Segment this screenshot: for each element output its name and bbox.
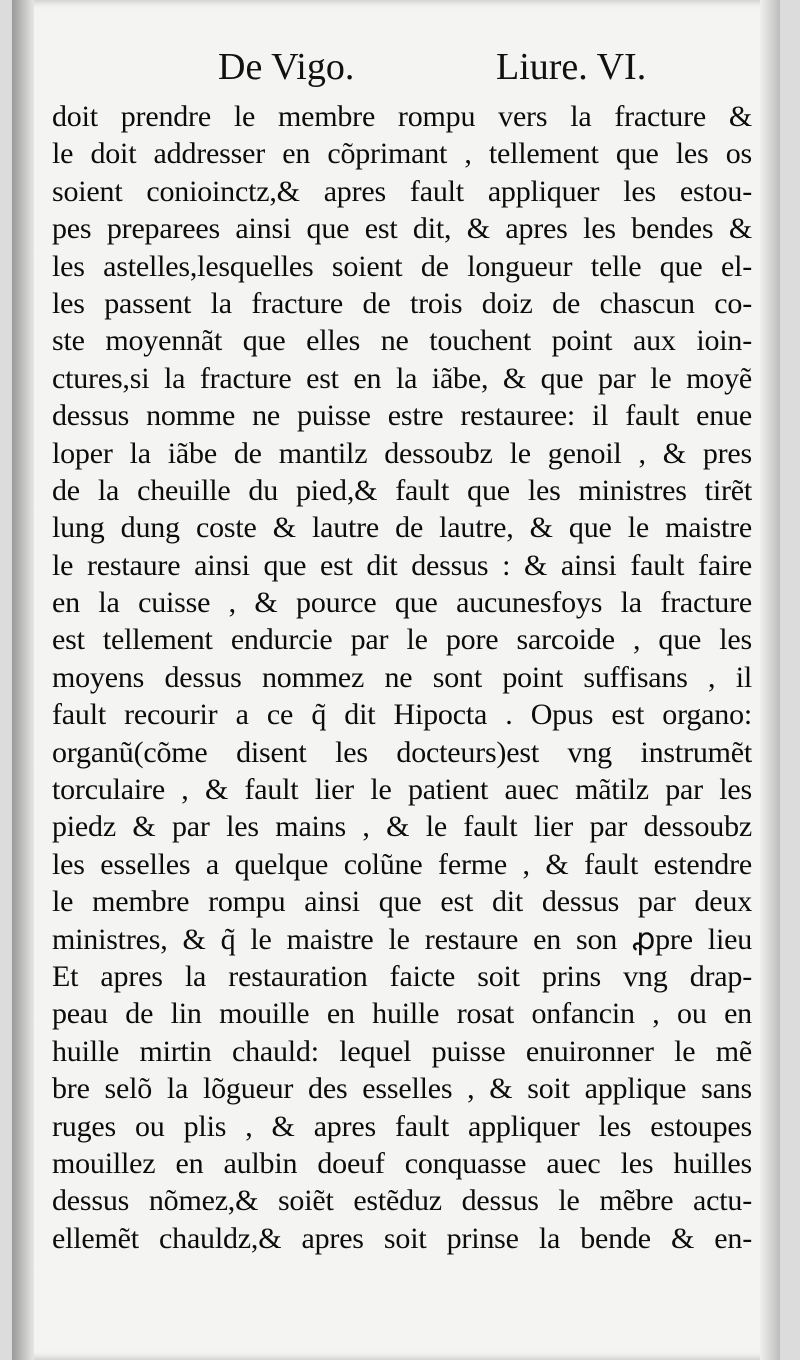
text-line: soient conioinctz,& apres fault appliquer les estou- <box>52 174 752 208</box>
text-line: peau de lin mouille en huille rosat onfancin , ou en <box>52 997 752 1031</box>
running-header <box>12 42 780 92</box>
text-line: les esselles a quelque colũne ferme , & fault estendre <box>52 847 752 881</box>
text-line: ruges ou plis , & apres fault appliquer les estoupes <box>52 1109 752 1143</box>
text-line: organũ(cõme disent les docteurs)est vng instrumẽt <box>52 735 752 769</box>
text-line: mouillez en aulbin doeuf conquasse auec les huilles <box>52 1146 752 1180</box>
page-gutter-shadow <box>12 0 34 1360</box>
text-line: pes preparees ainsi que est dit, & apres les bendes & <box>52 212 752 246</box>
text-line: piedz & par les mains , & le fault lier par dessoubz <box>52 810 752 844</box>
running-header-right: Liure. VI. <box>496 46 647 88</box>
text-line: en la cuisse , & pource que aucunesfoys la fracture <box>52 586 752 620</box>
text-line: Et apres la restauration faicte soit prins vng drap- <box>52 959 752 993</box>
text-line: dessus nõmez,& soiẽt estẽduz dessus le mẽbre actu- <box>52 1184 752 1218</box>
text-line: ste moyennãt que elles ne touchent point aux ioin- <box>52 324 752 358</box>
page-edge-shadow <box>760 0 780 1360</box>
text-line: loper la iãbe de mantilz dessoubz le genoil , & pres <box>52 436 752 470</box>
text-line: ctures,si la fracture est en la iãbe, & que par le moyẽ <box>52 361 752 395</box>
text-line: le restaure ainsi que est dit dessus : & ainsi fault faire <box>52 548 752 582</box>
text-line: moyens dessus nommez ne sont point suffisans , il <box>52 660 752 694</box>
text-line: ellemẽt chauldz,& apres soit prinse la bende & en- <box>52 1221 752 1255</box>
text-line: huille mirtin chauld: lequel puisse enuironner le mẽ <box>52 1034 752 1068</box>
text-line: les astelles,lesquelles soient de longueur telle que el- <box>52 249 752 283</box>
text-line: fault recourir a ce q̃ dit Hipocta . Opus est organo: <box>52 698 752 732</box>
text-line: est tellement endurcie par le pore sarcoide , que les <box>52 623 752 657</box>
text-line: lung dung coste & lautre de lautre, & que le maistre <box>52 511 752 545</box>
text-line: ministres, & q̃ le maistre le restaure en son ꝓpre lieu <box>52 922 752 956</box>
text-line: torculaire , & fault lier le patient auec mãtilz par les <box>52 773 752 807</box>
text-line: le membre rompu ainsi que est dit dessus par deux <box>52 885 752 919</box>
text-line: doit prendre le membre rompu vers la fracture & <box>52 100 752 133</box>
page-body-text <box>52 98 752 1257</box>
running-header-left: De Vigo. <box>218 46 355 88</box>
text-line: le doit addresser en cõprimant , tellement que les os <box>52 137 752 171</box>
book-page <box>12 0 780 1360</box>
text-line: les passent la fracture de trois doiz de chascun co- <box>52 286 752 320</box>
text-line: dessus nomme ne puisse estre restauree: il fault enue <box>52 399 752 433</box>
text-line: de la cheuille du pied,& fault que les ministres tirẽt <box>52 473 752 507</box>
text-line: bre selõ la lõgueur des esselles , & soit applique sans <box>52 1072 752 1106</box>
